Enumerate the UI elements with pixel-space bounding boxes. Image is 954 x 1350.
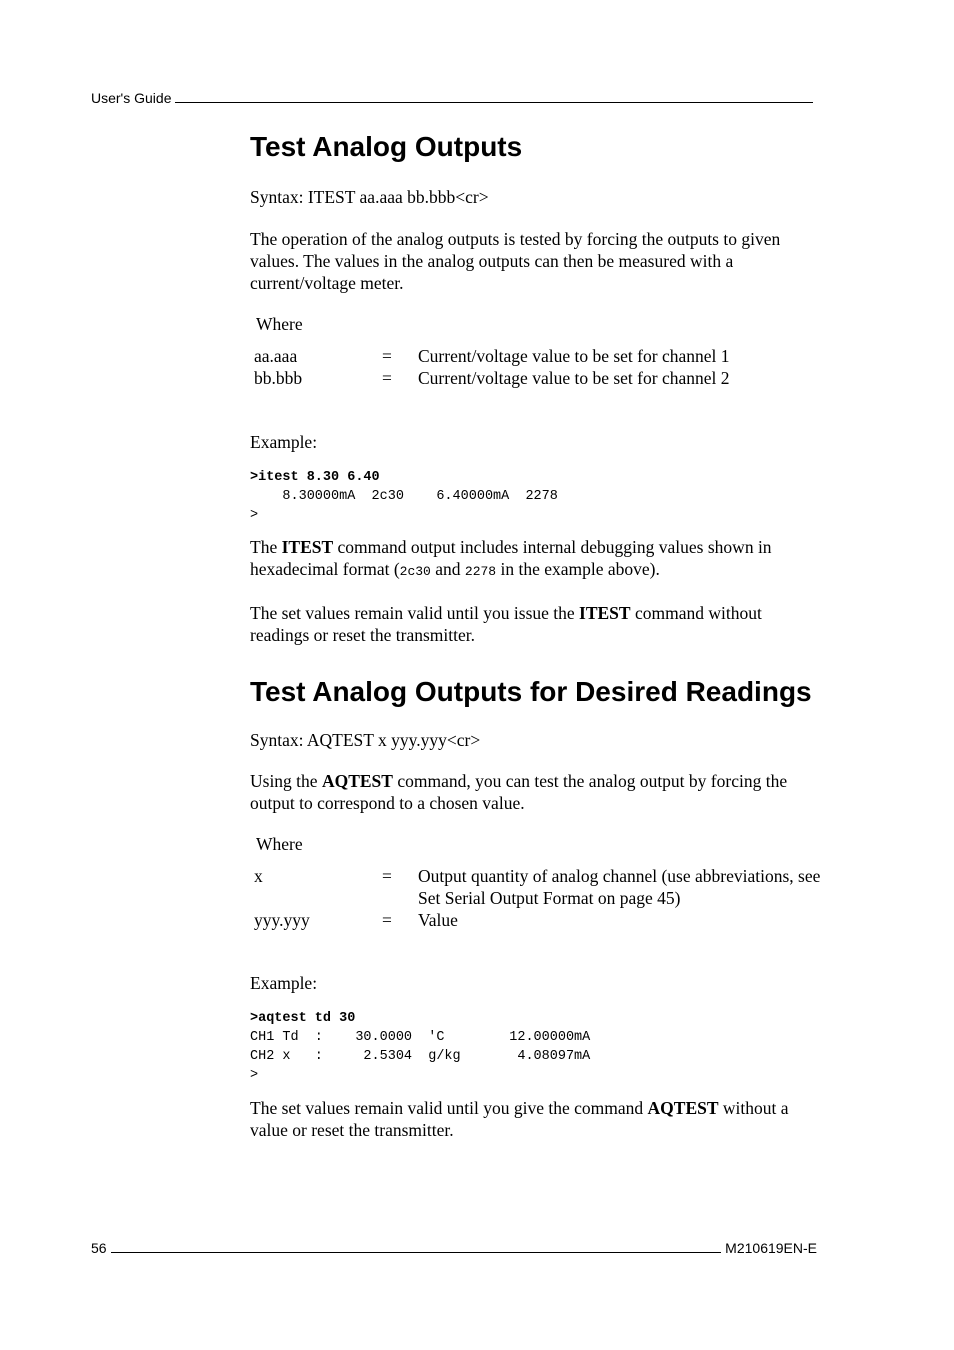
itest-syntax: Syntax: ITEST aa.aaa bb.bbb<cr> (250, 187, 489, 207)
page-content (250, 130, 825, 1141)
definition-row (254, 345, 824, 367)
definition-row (254, 909, 824, 931)
note-code: 2278 (464, 564, 497, 579)
definition-term: bb.bbb (254, 368, 303, 388)
itest-example-command: >itest 8.30 6.40 (250, 470, 380, 485)
note-text: The set values remain valid until you issue the (250, 603, 580, 623)
desc-text: command, you can test the analog output by forcing the output to correspond to a chosen value. (250, 771, 788, 813)
definition-equals: = (382, 368, 392, 388)
definition-term: yyy.yyy (254, 910, 310, 930)
definition-equals: = (382, 866, 392, 886)
note-code: 2c30 (399, 564, 431, 579)
aqtest-example-output: CH1 Td : 30.0000 'C 12.00000mA CH2 x : 2.5304 g/kg 4.08097mA > (250, 1030, 591, 1083)
definition-description: Output quantity of analog channel (use abbreviations, see Set Serial Output Format on page 45) (418, 866, 821, 908)
desc-command: AQTEST (321, 771, 393, 791)
page-header (91, 90, 813, 106)
note-text: and (430, 559, 465, 579)
definition-row (254, 865, 824, 909)
itest-validity-note (250, 602, 825, 646)
definition-term: x (254, 866, 263, 886)
note-text: command output includes internal debugging values shown in hexadecimal format ( (250, 537, 772, 579)
example-label: Example: (250, 432, 318, 452)
where-label: Where (256, 834, 303, 854)
definition-row (254, 367, 824, 389)
aqtest-validity-note (250, 1097, 825, 1141)
header-rule (175, 102, 813, 103)
note-command: AQTEST (647, 1098, 719, 1118)
where-label: Where (256, 314, 303, 334)
desc-text: Using the (250, 771, 322, 791)
definition-equals: = (382, 910, 392, 930)
section-heading-test-analog-outputs: Test Analog Outputs (250, 131, 523, 162)
document-id: M210619EN-E (725, 1240, 817, 1256)
note-text: in the example above). (496, 559, 660, 579)
note-command: ITEST (281, 537, 334, 557)
footer-rule (111, 1252, 722, 1253)
note-text: The (250, 537, 282, 557)
definition-term: aa.aaa (254, 346, 298, 366)
header-title: User's Guide (91, 90, 172, 106)
itest-example-output: 8.30000mA 2c30 6.40000mA 2278 > (250, 489, 558, 523)
aqtest-syntax: Syntax: AQTEST x yyy.yyy<cr> (250, 730, 481, 750)
definition-description: Current/voltage value to be set for channel 2 (418, 368, 730, 388)
itest-description: The operation of the analog outputs is tested by forcing the outputs to given values. The values in the analog outputs can then be measured with a current/voltage meter. (250, 229, 781, 293)
page-footer (91, 1240, 817, 1256)
example-label: Example: (250, 973, 318, 993)
definition-equals: = (382, 346, 392, 366)
page-number: 56 (91, 1240, 107, 1256)
note-text: without a value or reset the transmitter. (250, 1098, 789, 1140)
note-text: The set values remain valid until you give the command (250, 1098, 648, 1118)
section-heading-desired-readings: Test Analog Outputs for Desired Readings (250, 676, 812, 707)
aqtest-example-command: >aqtest td 30 (250, 1011, 356, 1026)
aqtest-description (250, 770, 825, 814)
definition-description: Current/voltage value to be set for channel 1 (418, 346, 730, 366)
definition-description: Value (418, 910, 458, 930)
aqtest-definitions (254, 865, 824, 931)
note-text: command without readings or reset the transmitter. (250, 603, 762, 645)
note-command: ITEST (579, 603, 631, 623)
itest-note (250, 536, 825, 583)
itest-definitions (254, 345, 824, 389)
